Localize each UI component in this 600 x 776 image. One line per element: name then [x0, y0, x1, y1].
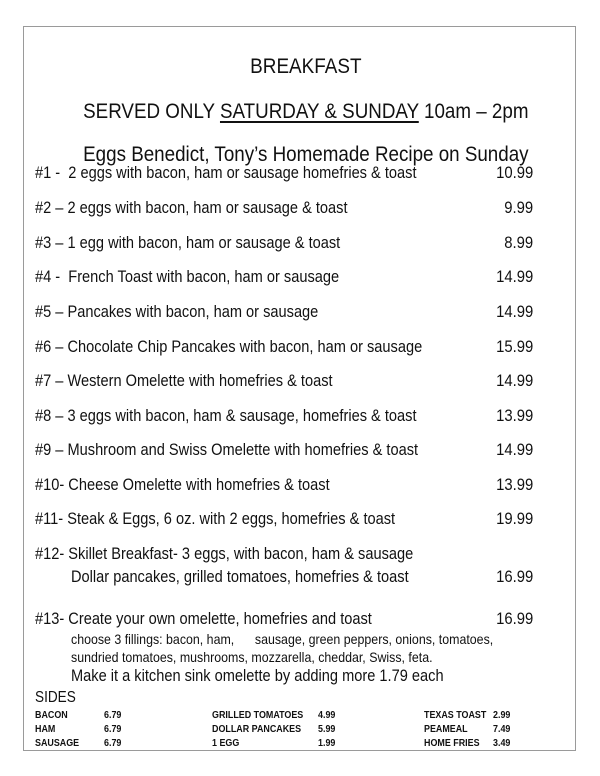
- fillings-line-1: choose 3 fillings: bacon, ham, sausage, green peppers, onions, tomatoes,: [71, 631, 494, 647]
- menu-item-13-price: 16.99: [495, 610, 533, 628]
- menu-item-12: #12- Skillet Breakfast- 3 eggs, with bacon, ham & sausage: [35, 545, 414, 563]
- side-texas-toast: TEXAS TOAST: [424, 709, 487, 721]
- menu-item-6-price: 15.99: [495, 338, 533, 356]
- side-sausage-price: 6.79: [104, 737, 122, 749]
- menu-item-9-price: 14.99: [495, 441, 533, 459]
- menu-item-9: #9 – Mushroom and Swiss Omelette with homefries & toast: [35, 441, 419, 459]
- side-texas-toast-price: 2.99: [493, 709, 511, 721]
- menu-item-12-price: 16.99: [495, 568, 533, 586]
- side-1-egg-price: 1.99: [318, 737, 336, 749]
- menu-item-8-price: 13.99: [495, 407, 533, 425]
- side-grilled-tomatoes-price: 4.99: [318, 709, 336, 721]
- menu-item-10-price: 13.99: [495, 476, 533, 494]
- side-ham-price: 6.79: [104, 723, 122, 735]
- menu-item-13: #13- Create your own omelette, homefries and toast: [35, 610, 372, 628]
- side-peameal: PEAMEAL: [424, 723, 468, 735]
- side-1-egg: 1 EGG: [212, 737, 240, 749]
- side-grilled-tomatoes: GRILLED TOMATOES: [212, 709, 304, 721]
- menu-item-2-price: 9.99: [504, 199, 533, 217]
- served-hours: [0, 80, 600, 122]
- menu-item-12-line2: Dollar pancakes, grilled tomatoes, homefries & toast: [71, 568, 409, 586]
- side-home-fries: HOME FRIES: [424, 737, 480, 749]
- menu-item-3: #3 – 1 egg with bacon, ham or sausage & toast: [35, 234, 341, 252]
- kitchen-sink-note: Make it a kitchen sink omelette by adding more 1.79 each: [71, 667, 444, 685]
- served-days: SATURDAY & SUNDAY: [220, 100, 419, 123]
- menu-item-1-price: 10.99: [495, 164, 533, 182]
- side-dollar-pancakes: DOLLAR PANCAKES: [212, 723, 302, 735]
- menu-item-3-price: 8.99: [504, 234, 533, 252]
- menu-item-4: #4 - French Toast with bacon, ham or sausage: [35, 268, 340, 286]
- menu-item-1: #1 - 2 eggs with bacon, ham or sausage homefries & toast: [35, 164, 417, 182]
- menu-title: BREAKFAST: [250, 55, 362, 78]
- menu-item-4-price: 14.99: [495, 268, 533, 286]
- menu-item-6: #6 – Chocolate Chip Pancakes with bacon, ham or sausage: [35, 338, 423, 356]
- menu-item-5: #5 – Pancakes with bacon, ham or sausage: [35, 303, 319, 321]
- menu-item-2: #2 – 2 eggs with bacon, ham or sausage & toast: [35, 199, 348, 217]
- menu-item-7: #7 – Western Omelette with homefries & toast: [35, 372, 333, 390]
- side-dollar-pancakes-price: 5.99: [318, 723, 336, 735]
- special-note: Eggs Benedict, Tony’s Homemade Recipe on Sunday: [83, 143, 529, 166]
- served-time: 10am – 2pm: [418, 100, 529, 123]
- side-peameal-price: 7.49: [493, 723, 511, 735]
- menu-item-5-price: 14.99: [495, 303, 533, 321]
- side-home-fries-price: 3.49: [493, 737, 511, 749]
- side-bacon: BACON: [35, 709, 68, 721]
- sides-title: SIDES: [35, 689, 76, 706]
- side-sausage: SAUSAGE: [35, 737, 80, 749]
- menu-item-11: #11- Steak & Eggs, 6 oz. with 2 eggs, homefries & toast: [35, 510, 396, 528]
- side-ham: HAM: [35, 723, 56, 735]
- menu-item-10: #10- Cheese Omelette with homefries & toast: [35, 476, 330, 494]
- menu-item-7-price: 14.99: [495, 372, 533, 390]
- side-bacon-price: 6.79: [104, 709, 122, 721]
- menu-item-11-price: 19.99: [495, 510, 533, 528]
- served-prefix: SERVED ONLY: [83, 100, 221, 123]
- menu-item-8: #8 – 3 eggs with bacon, ham & sausage, homefries & toast: [35, 407, 417, 425]
- fillings-line-2: sundried tomatoes, mushrooms, mozzarella, cheddar, Swiss, feta.: [71, 649, 433, 665]
